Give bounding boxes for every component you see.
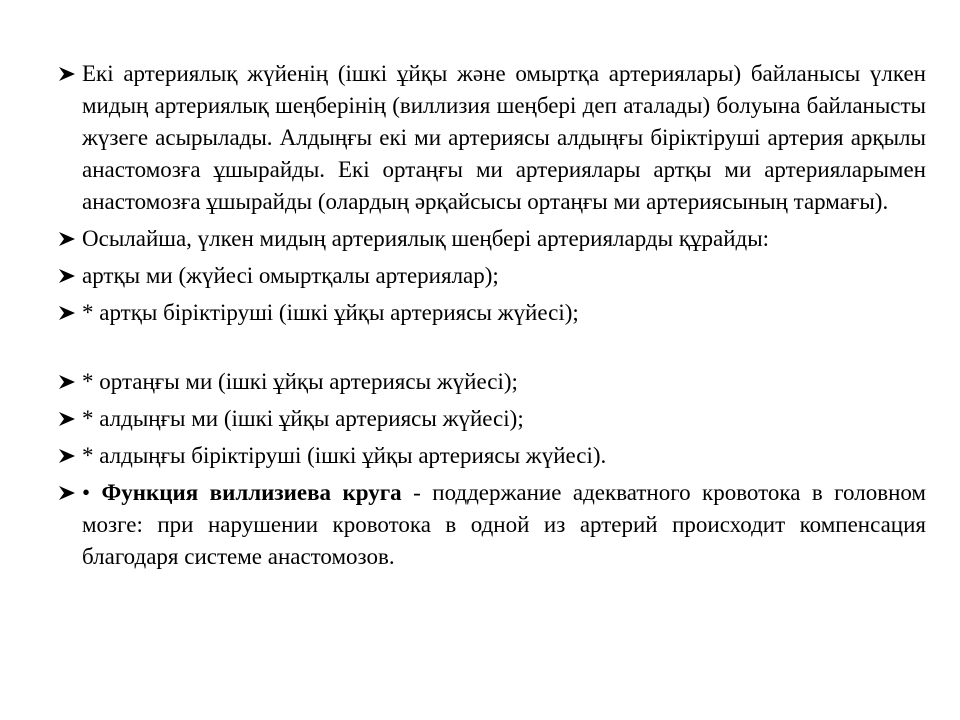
list-item: [58, 297, 926, 329]
item-text: Осылайша, үлкен мидың артериялық шеңбері артерияларды құрайды:: [82, 226, 770, 251]
arrowhead-bullet-icon: [58, 374, 76, 390]
list-item: [58, 477, 926, 573]
item-text: * артқы біріктіруші (ішкі ұйқы артериясы жүйесі);: [82, 300, 579, 325]
item-bold-term: Функция виллизиева круга: [101, 480, 402, 505]
item-text: * ортаңғы ми (ішкі ұйқы артериясы жүйесі);: [82, 369, 518, 394]
arrowhead-bullet-icon: [58, 411, 76, 427]
list-item: [58, 440, 926, 472]
list-item: [58, 366, 926, 398]
item-text: Екі артериялық жүйенің (ішкі ұйқы және омыртқа артериялары) байланысы үлкен мидың артериялық шеңберінің (виллизия шеңбері деп аталады) болуына байланысты жүзеге асырылады. Алдыңғы екі ми артериясы алдыңғы біріктіруші артерия арқылы анастомозға ұшырайды. Екі ортаңғы ми артериялары артқы ми артерияларымен анастомозға ұшырайды (олардың әрқайсысы ортаңғы ми артериясының тармағы).: [82, 61, 926, 214]
arrowhead-bullet-icon: [58, 485, 76, 501]
arrowhead-bullet-icon: [58, 305, 76, 321]
arrowhead-bullet-icon: [58, 448, 76, 464]
bullet-list: [58, 58, 926, 578]
item-text: * алдыңғы біріктіруші (ішкі ұйқы артериясы жүйесі).: [82, 443, 607, 468]
item-text: артқы ми (жүйесі омыртқалы артериялар);: [82, 263, 499, 288]
list-item: [58, 58, 926, 218]
arrowhead-bullet-icon: [58, 66, 76, 82]
arrowhead-bullet-icon: [58, 268, 76, 284]
list-item: [58, 223, 926, 255]
arrowhead-bullet-icon: [58, 231, 76, 247]
list-item: [58, 403, 926, 435]
item-text: - поддержание адекватного кровотока в головном мозге: при нарушении кровотока в одной из артерий происходит компенсация благодаря системе анастомозов.: [82, 480, 926, 569]
item-text: * алдыңғы ми (ішкі ұйқы артериясы жүйесі);: [82, 406, 524, 431]
list-item: [58, 260, 926, 292]
item-prefix: •: [82, 480, 102, 505]
